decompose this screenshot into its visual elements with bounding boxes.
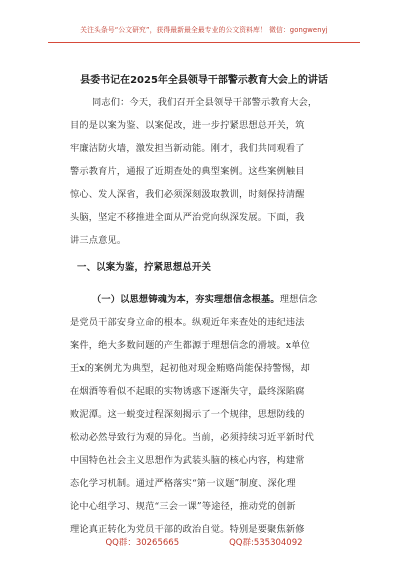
body-line: 败泥潭。这一蜕变过程深刻揭示了一个规律，思想防线的 <box>70 409 305 420</box>
body-line: 王x的案例尤为典型，起初他对现金贿赂尚能保持警惕，却 <box>70 363 311 374</box>
subsection-line <box>92 294 317 306</box>
qq-footer <box>0 536 408 548</box>
body-line: 中国特色社会主义思想作为武装头脑的核心内容，构建常 <box>70 455 305 466</box>
body-line: 案件，绝大多数问题的产生都源于理想信念的滑坡。x单位 <box>70 340 311 351</box>
qq-group-1: QQ群：30265665 <box>105 538 180 548</box>
paragraph-line: 讲三点意见。 <box>70 235 127 246</box>
body-line: 是党员干部安身立命的根本。纵观近年来查处的违纪违法 <box>70 317 305 328</box>
body-line: 理论真正转化为党员干部的政治自觉。特别是要聚焦新修 <box>70 524 305 535</box>
subsection-text: 理想信念 <box>279 294 318 305</box>
promo-header: 关注头条号“公文研究”，获得最新最全最专业的公文资料库！ 微信：gongwenyj <box>80 26 328 34</box>
body-line: 态化学习机制。通过严格落实“第一议题”制度、深化理 <box>70 478 296 489</box>
qq-group-2: QQ群:535304092 <box>229 538 303 548</box>
paragraph-line: 惊心、发人深省，我们必须深刻汲取教训，时刻保持清醒 <box>70 189 305 200</box>
body-line: 在烟酒等看似不起眼的实物诱惑下逐渐失守，最终深陷腐 <box>70 386 305 397</box>
header-divider <box>48 42 360 43</box>
paragraph-line: 同志们：今天，我们召开全县领导干部警示教育大会， <box>92 97 318 108</box>
paragraph-line: 牢廉洁防火墙，激发担当新动能。刚才，我们共同观看了 <box>70 143 305 154</box>
document-title: 县委书记在2025年全县领导干部警示教育大会上的讲话 <box>80 75 328 86</box>
paragraph-line: 警示教育片，通报了近期查处的典型案例。这些案例触目 <box>70 166 305 177</box>
body-line: 论中心组学习、规范“三会一课”等途径，推动党的创新 <box>70 501 296 512</box>
body-line: 松动必然导致行为观的异化。当前，必须持续习近平新时代 <box>70 432 315 443</box>
paragraph-line: 目的是以案为鉴、以案促改，进一步拧紧思想总开关，筑 <box>70 120 305 131</box>
section-heading: 一、以案为鉴，拧紧思想总开关 <box>77 262 212 273</box>
subsection-heading: （一）以思想铸魂为本，夯实理想信念根基。 <box>92 294 280 305</box>
paragraph-line: 头脑，坚定不移推进全面从严治党向纵深发展。下面，我 <box>70 212 305 223</box>
